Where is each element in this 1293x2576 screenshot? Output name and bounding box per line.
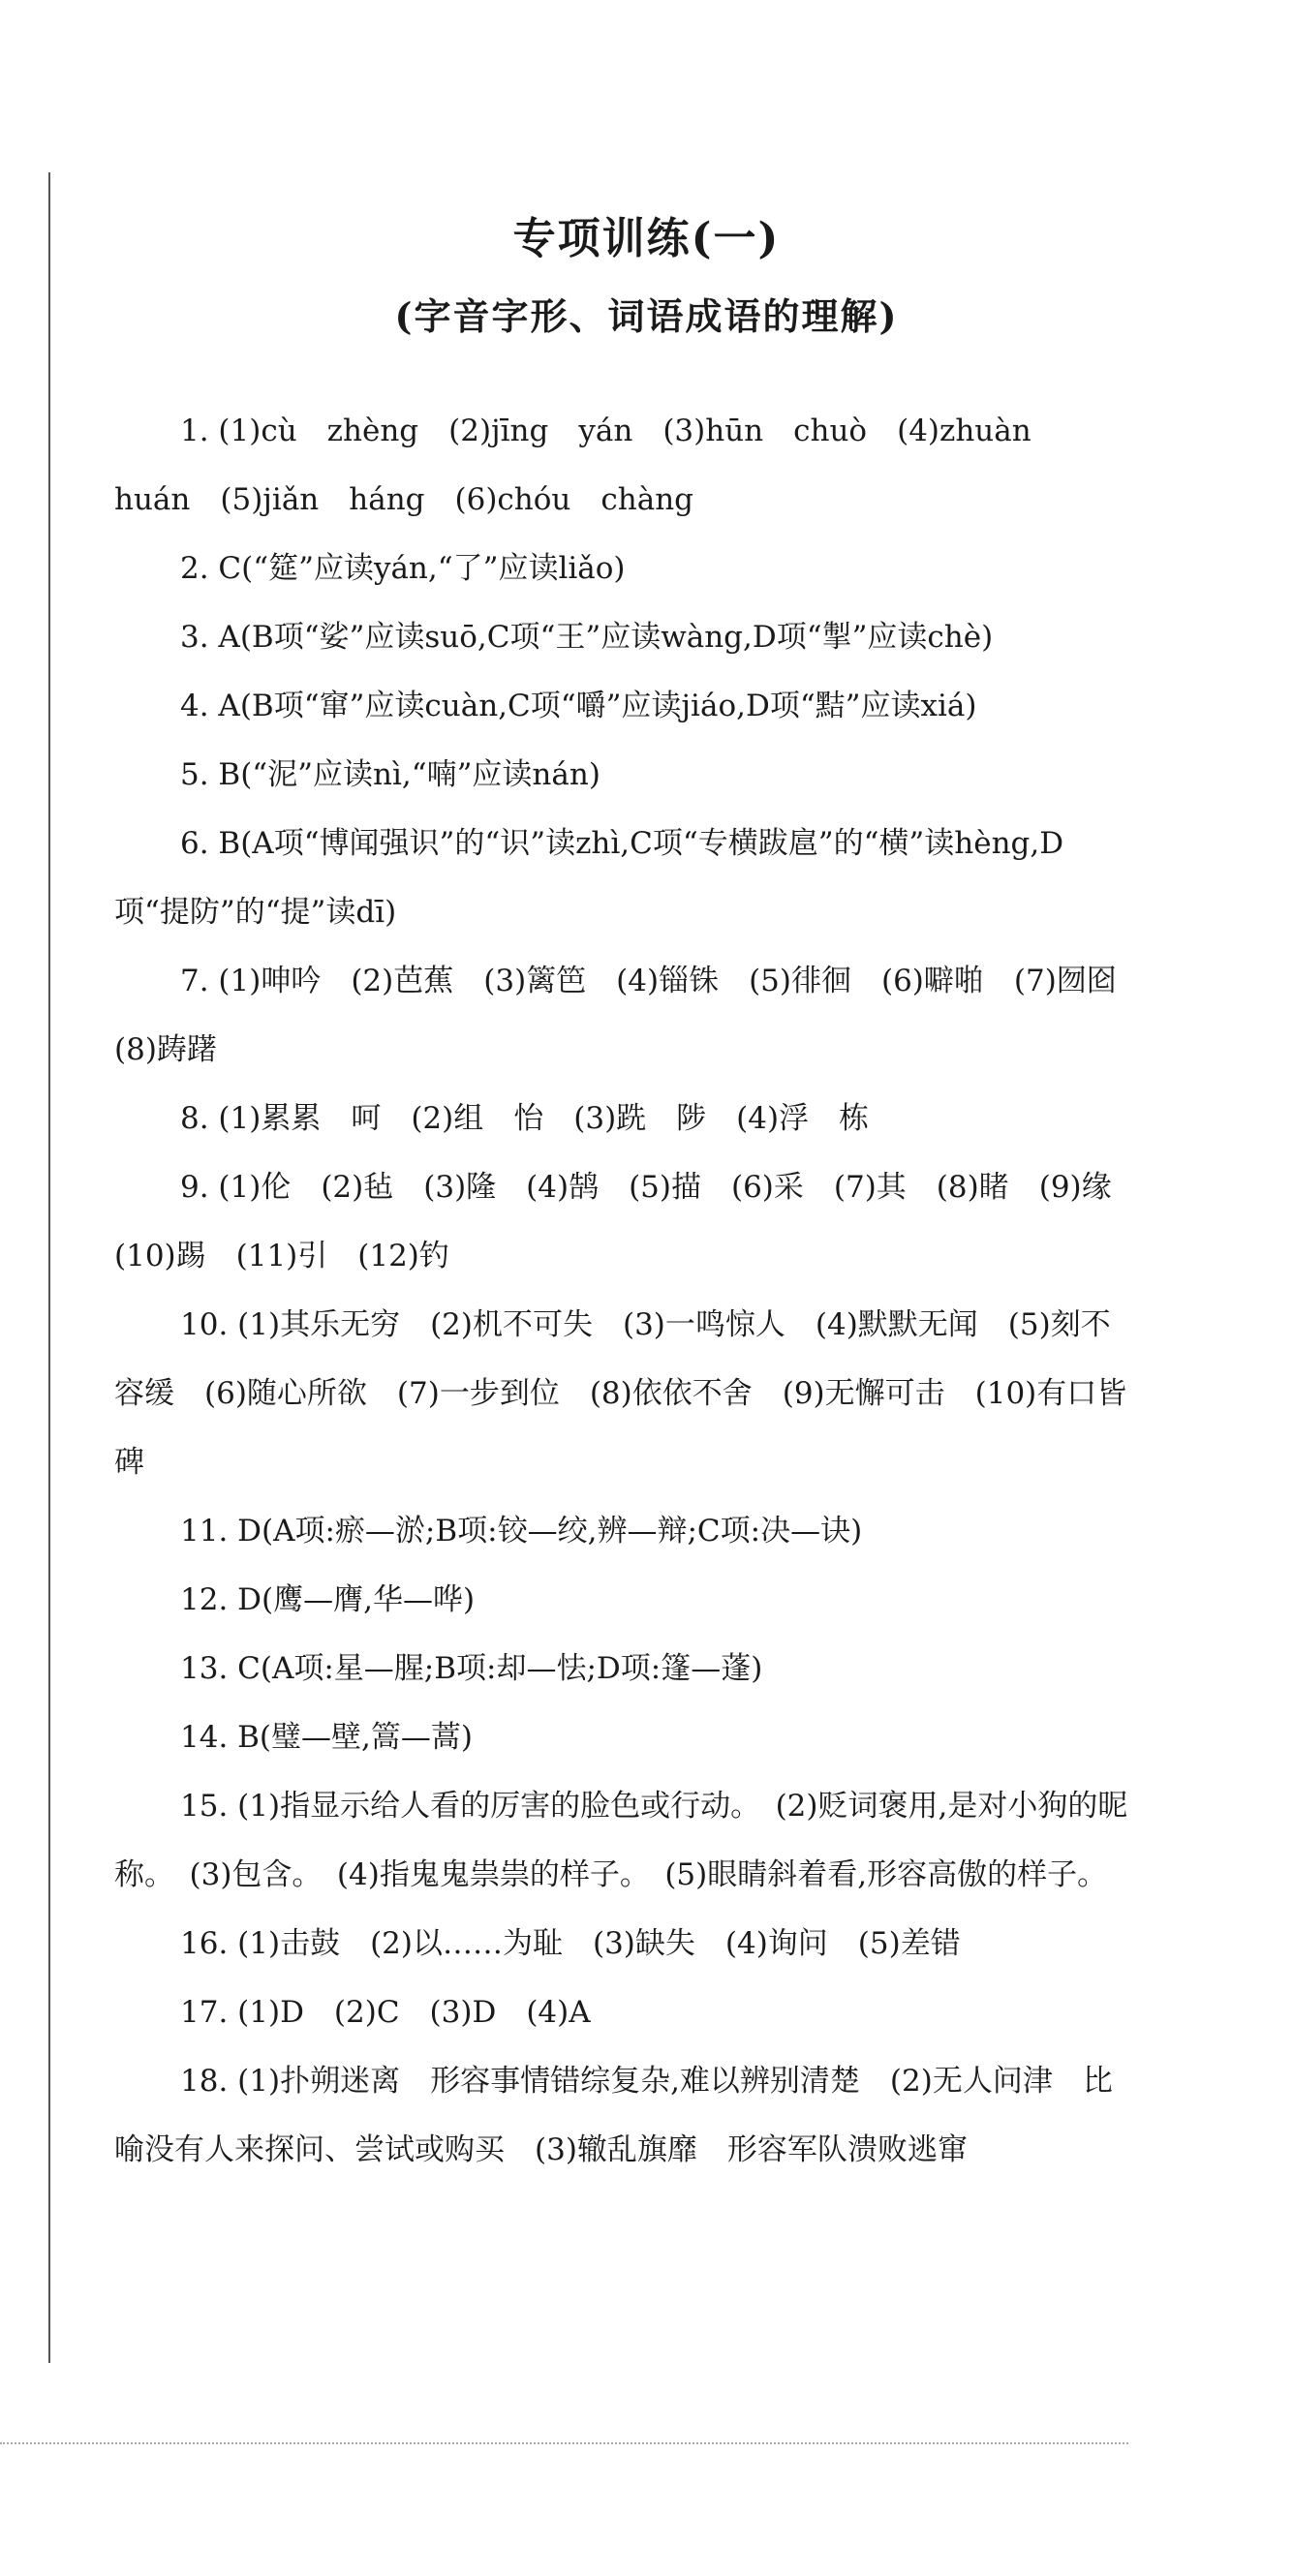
- answer-item: 4. A(B项“窜”应读cuàn,C项“嚼”应读jiáo,D项“黠”应读xiá): [180, 689, 977, 723]
- answer-item: 13. C(A项:星—腥;B项:却—怯;D项:篷—蓬): [180, 1651, 763, 1686]
- answer-item: 14. B(璧—壁,篙—蒿): [180, 1720, 473, 1755]
- answer-item: 12. D(鹰—膺,华—哗): [180, 1582, 476, 1617]
- page-subtitle: (字音字形、词语成语的理解): [394, 294, 899, 338]
- margin-line: [48, 172, 50, 2363]
- answer-list: [114, 397, 1147, 2185]
- answer-item: 8. (1)累累 呵 (2)组 怡 (3)跣 陟 (4)浮 栋: [180, 1101, 870, 1136]
- answer-item: 10. (1)其乐无穷 (2)机不可失 (3)一鸣惊人 (4)默默无闻 (5)刻不容缓 (6)随心所欲 (7)一步到位 (8)依依不舍 (9)无懈可击 (10)有口皆碑: [114, 1307, 1127, 1480]
- answer-item: 15. (1)指显示给人看的厉害的脸色或行动。 (2)贬词褒用,是对小狗的昵称。 (3)包含。 (4)指鬼鬼祟祟的样子。 (5)眼睛斜着看,形容高傲的样子。: [114, 1789, 1128, 1892]
- answer-item: 1. (1)cù zhèng (2)jīng yán (3)hūn chuò (4)zhuàn huán (5)jiǎn háng (6)chóu chàng: [114, 414, 1062, 517]
- answer-item: 6. B(A项“博闻强识”的“识”读zhì,C项“专横跋扈”的“横”读hèng,D项“提防”的“提”读dī): [114, 826, 1064, 930]
- answer-item: 3. A(B项“娑”应读suō,C项“王”应读wàng,D项“掣”应读chè): [180, 620, 994, 655]
- answer-item: 5. B(“泥”应读nì,“喃”应读nán): [180, 757, 600, 792]
- answer-item: 17. (1)D (2)C (3)D (4)A: [180, 1995, 591, 2030]
- answer-item: 2. C(“筵”应读yán,“了”应读liǎo): [180, 551, 626, 586]
- answer-item: 9. (1)伦 (2)毡 (3)隆 (4)鹄 (5)描 (6)采 (7)其 (8)睹 (9)缘 (10)踢 (11)引 (12)钓: [114, 1170, 1142, 1273]
- answer-item: 16. (1)击鼓 (2)以……为耻 (3)缺失 (4)询问 (5)差错: [180, 1926, 961, 1961]
- dotted-divider: [0, 2442, 1128, 2444]
- answer-item: 18. (1)扑朔迷离 形容事情错综复杂,难以辨别清楚 (2)无人问津 比喻没有人来探问、尝试或购买 (3)辙乱旗靡 形容军队溃败逃窜: [114, 2064, 1113, 2167]
- answer-item: 7. (1)呻吟 (2)芭蕉 (3)篱笆 (4)锱铢 (5)徘徊 (6)噼啪 (7)囫囵 (8)踌躇: [114, 964, 1147, 1067]
- page-title: 专项训练(一): [512, 214, 781, 263]
- answer-item: 11. D(A项:瘀—淤;B项:铰—绞,辨—辩;C项:决—诀): [180, 1514, 863, 1549]
